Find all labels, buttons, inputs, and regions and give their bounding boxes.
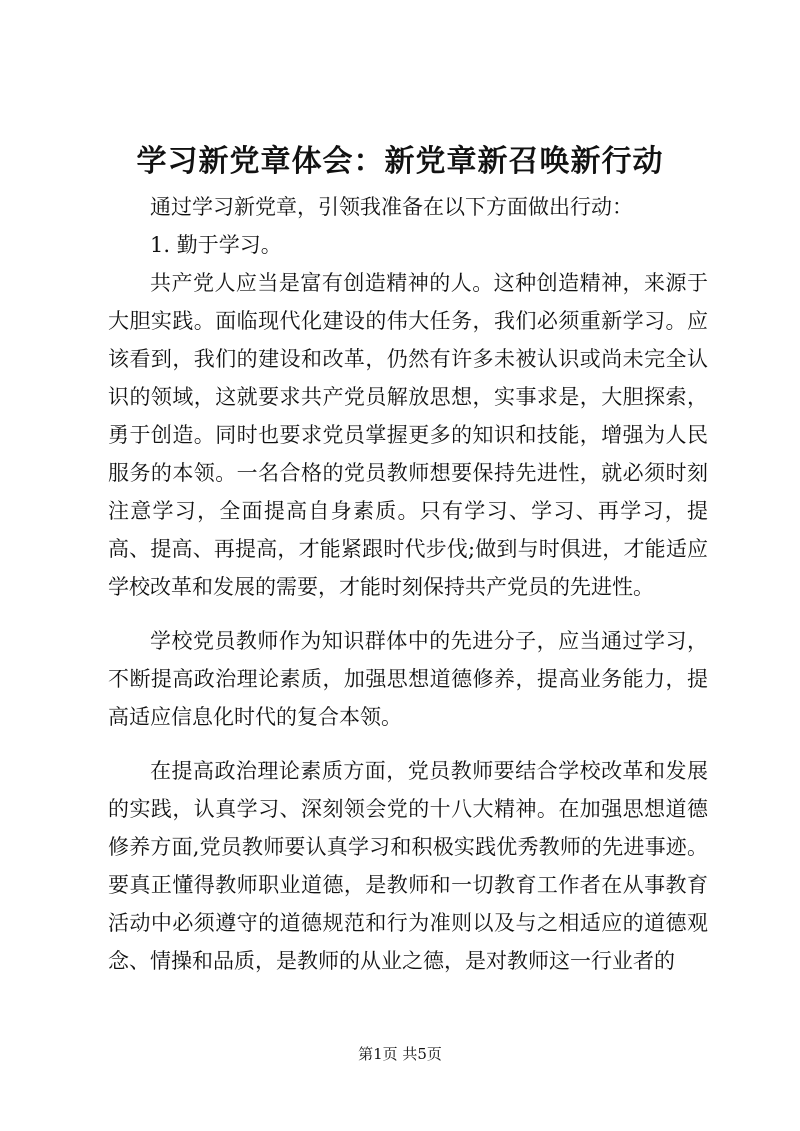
- page-footer: 第1页 共5页: [358, 1045, 442, 1063]
- paragraph-creative-spirit: 共产党人应当是富有创造精神的人。这种创造精神，来源于大胆实践。面临现代化建设的伟大任务，我们必须重新学习。应该看到，我们的建设和改革，仍然有许多未被认识或尚未完全认识的领域，这就要求共产党员解放思想，实事求是，大胆探索，勇于创造。同时也要求党员掌握更多的知识和技能，增强为人民服务的本领。一名合格的党员教师想要保持先进性，就必须时刻注意学习，全面提高自身素质。只有学习、学习、再学习，提高、提高、再提高，才能紧跟时代步伐;做到与时俱进，才能适应学校改革和发展的需要，才能时刻保持共产党员的先进性。: [108, 271, 708, 599]
- paragraph-heading-1: 1. 勤于学习。: [150, 233, 282, 257]
- paragraph-political-theory: 在提高政治理论素质方面，党员教师要结合学校改革和发展的实践，认真学习、深刻领会党的十八大精神。在加强思想道德修养方面,党员教师要认真学习和积极实践优秀教师的先进事迹。要真正懂得教师职业道德，是教师和一切教育工作者在从事教育活动中必须遵守的道德规范和行为准则以及与之相适应的道德观念、情操和品质，是教师的从业之德，是对教师这一行业者的: [108, 759, 708, 973]
- paragraph-intro: 通过学习新党章，引领我准备在以下方面做出行动：: [150, 195, 633, 219]
- page-title: 学习新党章体会：新党章新召唤新行动: [136, 144, 664, 179]
- paragraph-school-teachers: 学校党员教师作为知识群体中的先进分子，应当通过学习，不断提高政治理论素质，加强思想道德修养，提高业务能力，提高适应信息化时代的复合本领。: [108, 629, 708, 729]
- document-body: [108, 188, 708, 980]
